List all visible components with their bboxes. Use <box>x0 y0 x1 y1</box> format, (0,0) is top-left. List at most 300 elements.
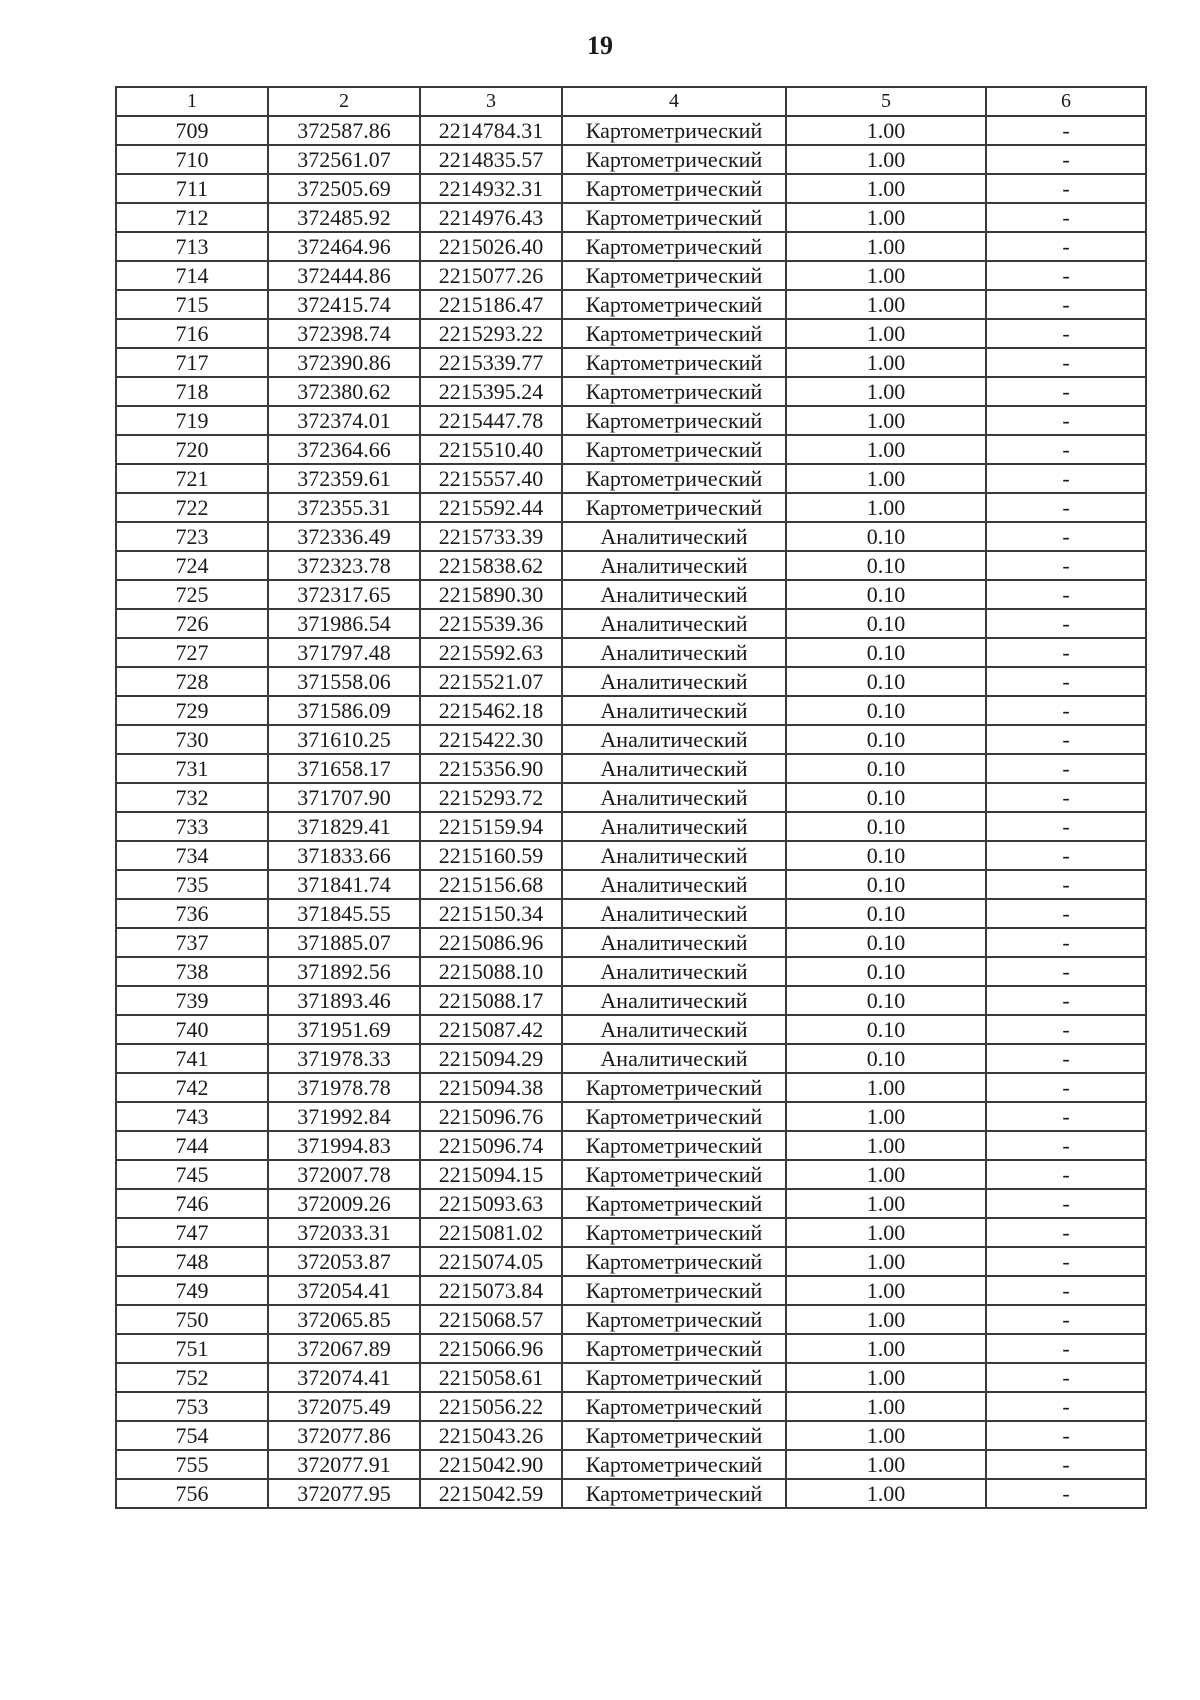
table-row <box>116 1131 1146 1160</box>
method-cell: Картометрический <box>562 377 786 406</box>
note-cell: - <box>986 116 1146 145</box>
accuracy-cell: 1.00 <box>786 435 986 464</box>
point-number-cell: 749 <box>116 1276 268 1305</box>
method-cell: Аналитический <box>562 986 786 1015</box>
table-row <box>116 1102 1146 1131</box>
accuracy-cell: 0.10 <box>786 986 986 1015</box>
y-coordinate-cell: 2215156.68 <box>420 870 562 899</box>
method-cell: Картометрический <box>562 319 786 348</box>
y-coordinate-cell: 2215521.07 <box>420 667 562 696</box>
accuracy-cell: 1.00 <box>786 1363 986 1392</box>
column-header-4: 4 <box>562 87 786 116</box>
point-number-cell: 719 <box>116 406 268 435</box>
column-header-6: 6 <box>986 87 1146 116</box>
accuracy-cell: 1.00 <box>786 1218 986 1247</box>
point-number-cell: 724 <box>116 551 268 580</box>
x-coordinate-cell: 372587.86 <box>268 116 420 145</box>
x-coordinate-cell: 372075.49 <box>268 1392 420 1421</box>
y-coordinate-cell: 2215356.90 <box>420 754 562 783</box>
table-row <box>116 261 1146 290</box>
table-row <box>116 1276 1146 1305</box>
note-cell: - <box>986 348 1146 377</box>
accuracy-cell: 0.10 <box>786 899 986 928</box>
table-row <box>116 203 1146 232</box>
point-number-cell: 726 <box>116 609 268 638</box>
x-coordinate-cell: 371845.55 <box>268 899 420 928</box>
point-number-cell: 715 <box>116 290 268 319</box>
y-coordinate-cell: 2215086.96 <box>420 928 562 957</box>
y-coordinate-cell: 2215733.39 <box>420 522 562 551</box>
method-cell: Аналитический <box>562 580 786 609</box>
point-number-cell: 713 <box>116 232 268 261</box>
note-cell: - <box>986 899 1146 928</box>
note-cell: - <box>986 580 1146 609</box>
method-cell: Картометрический <box>562 464 786 493</box>
y-coordinate-cell: 2215890.30 <box>420 580 562 609</box>
point-number-cell: 756 <box>116 1479 268 1508</box>
method-cell: Аналитический <box>562 899 786 928</box>
x-coordinate-cell: 372054.41 <box>268 1276 420 1305</box>
table-row <box>116 290 1146 319</box>
method-cell: Картометрический <box>562 1450 786 1479</box>
y-coordinate-cell: 2215043.26 <box>420 1421 562 1450</box>
table-row <box>116 1015 1146 1044</box>
method-cell: Картометрический <box>562 1363 786 1392</box>
y-coordinate-cell: 2214784.31 <box>420 116 562 145</box>
accuracy-cell: 0.10 <box>786 696 986 725</box>
method-cell: Картометрический <box>562 406 786 435</box>
note-cell: - <box>986 1102 1146 1131</box>
y-coordinate-cell: 2215026.40 <box>420 232 562 261</box>
y-coordinate-cell: 2215073.84 <box>420 1276 562 1305</box>
table-row <box>116 812 1146 841</box>
accuracy-cell: 1.00 <box>786 203 986 232</box>
accuracy-cell: 1.00 <box>786 1102 986 1131</box>
x-coordinate-cell: 371797.48 <box>268 638 420 667</box>
accuracy-cell: 0.10 <box>786 841 986 870</box>
y-coordinate-cell: 2215042.59 <box>420 1479 562 1508</box>
x-coordinate-cell: 372077.91 <box>268 1450 420 1479</box>
accuracy-cell: 1.00 <box>786 290 986 319</box>
note-cell: - <box>986 232 1146 261</box>
method-cell: Картометрический <box>562 435 786 464</box>
table-row <box>116 1073 1146 1102</box>
x-coordinate-cell: 371658.17 <box>268 754 420 783</box>
note-cell: - <box>986 1479 1146 1508</box>
point-number-cell: 754 <box>116 1421 268 1450</box>
method-cell: Картометрический <box>562 1131 786 1160</box>
method-cell: Аналитический <box>562 957 786 986</box>
method-cell: Аналитический <box>562 638 786 667</box>
note-cell: - <box>986 1305 1146 1334</box>
table-row <box>116 232 1146 261</box>
accuracy-cell: 1.00 <box>786 116 986 145</box>
note-cell: - <box>986 638 1146 667</box>
point-number-cell: 733 <box>116 812 268 841</box>
table-row <box>116 464 1146 493</box>
y-coordinate-cell: 2215293.22 <box>420 319 562 348</box>
point-number-cell: 716 <box>116 319 268 348</box>
x-coordinate-cell: 372485.92 <box>268 203 420 232</box>
table-header-row <box>116 87 1146 116</box>
method-cell: Картометрический <box>562 232 786 261</box>
y-coordinate-cell: 2214835.57 <box>420 145 562 174</box>
accuracy-cell: 0.10 <box>786 1015 986 1044</box>
accuracy-cell: 1.00 <box>786 464 986 493</box>
accuracy-cell: 1.00 <box>786 319 986 348</box>
table-row <box>116 493 1146 522</box>
y-coordinate-cell: 2215159.94 <box>420 812 562 841</box>
accuracy-cell: 1.00 <box>786 1479 986 1508</box>
method-cell: Картометрический <box>562 1276 786 1305</box>
note-cell: - <box>986 609 1146 638</box>
x-coordinate-cell: 372323.78 <box>268 551 420 580</box>
accuracy-cell: 1.00 <box>786 1247 986 1276</box>
point-number-cell: 741 <box>116 1044 268 1073</box>
method-cell: Аналитический <box>562 754 786 783</box>
x-coordinate-cell: 371992.84 <box>268 1102 420 1131</box>
y-coordinate-cell: 2214976.43 <box>420 203 562 232</box>
x-coordinate-cell: 372390.86 <box>268 348 420 377</box>
note-cell: - <box>986 1334 1146 1363</box>
point-number-cell: 755 <box>116 1450 268 1479</box>
note-cell: - <box>986 406 1146 435</box>
y-coordinate-cell: 2215592.63 <box>420 638 562 667</box>
accuracy-cell: 0.10 <box>786 870 986 899</box>
table-row <box>116 319 1146 348</box>
point-number-cell: 750 <box>116 1305 268 1334</box>
table-row <box>116 1421 1146 1450</box>
x-coordinate-cell: 372415.74 <box>268 290 420 319</box>
method-cell: Картометрический <box>562 1421 786 1450</box>
y-coordinate-cell: 2215186.47 <box>420 290 562 319</box>
accuracy-cell: 0.10 <box>786 725 986 754</box>
point-number-cell: 711 <box>116 174 268 203</box>
x-coordinate-cell: 371707.90 <box>268 783 420 812</box>
x-coordinate-cell: 371610.25 <box>268 725 420 754</box>
method-cell: Картометрический <box>562 203 786 232</box>
point-number-cell: 753 <box>116 1392 268 1421</box>
method-cell: Аналитический <box>562 696 786 725</box>
point-number-cell: 712 <box>116 203 268 232</box>
method-cell: Картометрический <box>562 1073 786 1102</box>
note-cell: - <box>986 1073 1146 1102</box>
table-row <box>116 783 1146 812</box>
table-row <box>116 928 1146 957</box>
accuracy-cell: 0.10 <box>786 551 986 580</box>
note-cell: - <box>986 1044 1146 1073</box>
x-coordinate-cell: 371994.83 <box>268 1131 420 1160</box>
accuracy-cell: 0.10 <box>786 754 986 783</box>
y-coordinate-cell: 2215068.57 <box>420 1305 562 1334</box>
accuracy-cell: 1.00 <box>786 1392 986 1421</box>
method-cell: Аналитический <box>562 609 786 638</box>
note-cell: - <box>986 928 1146 957</box>
table-row <box>116 1392 1146 1421</box>
page-number: 19 <box>587 31 613 60</box>
y-coordinate-cell: 2215056.22 <box>420 1392 562 1421</box>
y-coordinate-cell: 2215074.05 <box>420 1247 562 1276</box>
point-number-cell: 747 <box>116 1218 268 1247</box>
x-coordinate-cell: 372033.31 <box>268 1218 420 1247</box>
accuracy-cell: 0.10 <box>786 580 986 609</box>
accuracy-cell: 0.10 <box>786 667 986 696</box>
x-coordinate-cell: 372065.85 <box>268 1305 420 1334</box>
table-row <box>116 551 1146 580</box>
note-cell: - <box>986 1421 1146 1450</box>
note-cell: - <box>986 696 1146 725</box>
x-coordinate-cell: 372364.66 <box>268 435 420 464</box>
table-row <box>116 870 1146 899</box>
y-coordinate-cell: 2215160.59 <box>420 841 562 870</box>
point-number-cell: 732 <box>116 783 268 812</box>
x-coordinate-cell: 372317.65 <box>268 580 420 609</box>
note-cell: - <box>986 1131 1146 1160</box>
x-coordinate-cell: 372505.69 <box>268 174 420 203</box>
method-cell: Картометрический <box>562 116 786 145</box>
accuracy-cell: 1.00 <box>786 232 986 261</box>
x-coordinate-cell: 371829.41 <box>268 812 420 841</box>
accuracy-cell: 1.00 <box>786 174 986 203</box>
x-coordinate-cell: 372444.86 <box>268 261 420 290</box>
table-row <box>116 754 1146 783</box>
accuracy-cell: 1.00 <box>786 1073 986 1102</box>
note-cell: - <box>986 145 1146 174</box>
point-number-cell: 728 <box>116 667 268 696</box>
y-coordinate-cell: 2215094.29 <box>420 1044 562 1073</box>
accuracy-cell: 0.10 <box>786 522 986 551</box>
y-coordinate-cell: 2215042.90 <box>420 1450 562 1479</box>
x-coordinate-cell: 371978.78 <box>268 1073 420 1102</box>
method-cell: Аналитический <box>562 522 786 551</box>
point-number-cell: 714 <box>116 261 268 290</box>
y-coordinate-cell: 2215838.62 <box>420 551 562 580</box>
note-cell: - <box>986 986 1146 1015</box>
note-cell: - <box>986 1247 1146 1276</box>
method-cell: Аналитический <box>562 1044 786 1073</box>
table-row <box>116 696 1146 725</box>
y-coordinate-cell: 2215077.26 <box>420 261 562 290</box>
table-row <box>116 957 1146 986</box>
note-cell: - <box>986 435 1146 464</box>
point-number-cell: 751 <box>116 1334 268 1363</box>
x-coordinate-cell: 372561.07 <box>268 145 420 174</box>
accuracy-cell: 1.00 <box>786 1189 986 1218</box>
y-coordinate-cell: 2215293.72 <box>420 783 562 812</box>
table-row <box>116 1450 1146 1479</box>
method-cell: Картометрический <box>562 1189 786 1218</box>
method-cell: Аналитический <box>562 1015 786 1044</box>
method-cell: Аналитический <box>562 667 786 696</box>
table-row <box>116 1334 1146 1363</box>
x-coordinate-cell: 371586.09 <box>268 696 420 725</box>
table-row <box>116 638 1146 667</box>
y-coordinate-cell: 2214932.31 <box>420 174 562 203</box>
method-cell: Картометрический <box>562 1160 786 1189</box>
y-coordinate-cell: 2215339.77 <box>420 348 562 377</box>
accuracy-cell: 1.00 <box>786 145 986 174</box>
y-coordinate-cell: 2215557.40 <box>420 464 562 493</box>
point-number-cell: 720 <box>116 435 268 464</box>
note-cell: - <box>986 377 1146 406</box>
method-cell: Картометрический <box>562 1392 786 1421</box>
point-number-cell: 738 <box>116 957 268 986</box>
coordinates-table <box>115 86 1147 1509</box>
method-cell: Картометрический <box>562 1102 786 1131</box>
accuracy-cell: 1.00 <box>786 1334 986 1363</box>
point-number-cell: 722 <box>116 493 268 522</box>
table-row <box>116 580 1146 609</box>
y-coordinate-cell: 2215066.96 <box>420 1334 562 1363</box>
accuracy-cell: 0.10 <box>786 638 986 667</box>
table-row <box>116 435 1146 464</box>
point-number-cell: 736 <box>116 899 268 928</box>
table-row <box>116 406 1146 435</box>
x-coordinate-cell: 371978.33 <box>268 1044 420 1073</box>
x-coordinate-cell: 372077.95 <box>268 1479 420 1508</box>
method-cell: Аналитический <box>562 812 786 841</box>
y-coordinate-cell: 2215447.78 <box>420 406 562 435</box>
method-cell: Картометрический <box>562 1479 786 1508</box>
x-coordinate-cell: 371885.07 <box>268 928 420 957</box>
method-cell: Картометрический <box>562 290 786 319</box>
table-row <box>116 1189 1146 1218</box>
accuracy-cell: 0.10 <box>786 783 986 812</box>
method-cell: Картометрический <box>562 1334 786 1363</box>
point-number-cell: 746 <box>116 1189 268 1218</box>
x-coordinate-cell: 372464.96 <box>268 232 420 261</box>
y-coordinate-cell: 2215592.44 <box>420 493 562 522</box>
point-number-cell: 743 <box>116 1102 268 1131</box>
note-cell: - <box>986 1450 1146 1479</box>
x-coordinate-cell: 371558.06 <box>268 667 420 696</box>
note-cell: - <box>986 754 1146 783</box>
accuracy-cell: 1.00 <box>786 1160 986 1189</box>
accuracy-cell: 1.00 <box>786 493 986 522</box>
note-cell: - <box>986 783 1146 812</box>
accuracy-cell: 1.00 <box>786 261 986 290</box>
y-coordinate-cell: 2215539.36 <box>420 609 562 638</box>
accuracy-cell: 1.00 <box>786 348 986 377</box>
x-coordinate-cell: 372374.01 <box>268 406 420 435</box>
y-coordinate-cell: 2215093.63 <box>420 1189 562 1218</box>
method-cell: Картометрический <box>562 1218 786 1247</box>
point-number-cell: 740 <box>116 1015 268 1044</box>
y-coordinate-cell: 2215094.38 <box>420 1073 562 1102</box>
accuracy-cell: 1.00 <box>786 377 986 406</box>
note-cell: - <box>986 464 1146 493</box>
accuracy-cell: 0.10 <box>786 1044 986 1073</box>
method-cell: Аналитический <box>562 928 786 957</box>
point-number-cell: 710 <box>116 145 268 174</box>
point-number-cell: 735 <box>116 870 268 899</box>
point-number-cell: 734 <box>116 841 268 870</box>
method-cell: Картометрический <box>562 145 786 174</box>
point-number-cell: 731 <box>116 754 268 783</box>
table-row <box>116 1363 1146 1392</box>
table-row <box>116 522 1146 551</box>
accuracy-cell: 1.00 <box>786 1276 986 1305</box>
x-coordinate-cell: 372359.61 <box>268 464 420 493</box>
note-cell: - <box>986 1363 1146 1392</box>
column-header-1: 1 <box>116 87 268 116</box>
note-cell: - <box>986 1189 1146 1218</box>
method-cell: Аналитический <box>562 841 786 870</box>
column-header-2: 2 <box>268 87 420 116</box>
accuracy-cell: 0.10 <box>786 928 986 957</box>
x-coordinate-cell: 372074.41 <box>268 1363 420 1392</box>
note-cell: - <box>986 957 1146 986</box>
point-number-cell: 748 <box>116 1247 268 1276</box>
point-number-cell: 709 <box>116 116 268 145</box>
point-number-cell: 742 <box>116 1073 268 1102</box>
note-cell: - <box>986 261 1146 290</box>
y-coordinate-cell: 2215395.24 <box>420 377 562 406</box>
table-row <box>116 667 1146 696</box>
y-coordinate-cell: 2215058.61 <box>420 1363 562 1392</box>
note-cell: - <box>986 1015 1146 1044</box>
method-cell: Картометрический <box>562 174 786 203</box>
point-number-cell: 752 <box>116 1363 268 1392</box>
method-cell: Аналитический <box>562 870 786 899</box>
accuracy-cell: 1.00 <box>786 1421 986 1450</box>
accuracy-cell: 1.00 <box>786 1450 986 1479</box>
x-coordinate-cell: 371841.74 <box>268 870 420 899</box>
y-coordinate-cell: 2215094.15 <box>420 1160 562 1189</box>
point-number-cell: 718 <box>116 377 268 406</box>
note-cell: - <box>986 725 1146 754</box>
method-cell: Картометрический <box>562 348 786 377</box>
table-row <box>116 174 1146 203</box>
x-coordinate-cell: 371951.69 <box>268 1015 420 1044</box>
y-coordinate-cell: 2215096.74 <box>420 1131 562 1160</box>
table-row <box>116 348 1146 377</box>
table-row <box>116 116 1146 145</box>
note-cell: - <box>986 174 1146 203</box>
y-coordinate-cell: 2215088.10 <box>420 957 562 986</box>
point-number-cell: 727 <box>116 638 268 667</box>
x-coordinate-cell: 372336.49 <box>268 522 420 551</box>
y-coordinate-cell: 2215087.42 <box>420 1015 562 1044</box>
note-cell: - <box>986 870 1146 899</box>
table-row <box>116 145 1146 174</box>
point-number-cell: 729 <box>116 696 268 725</box>
x-coordinate-cell: 372009.26 <box>268 1189 420 1218</box>
accuracy-cell: 0.10 <box>786 812 986 841</box>
x-coordinate-cell: 371892.56 <box>268 957 420 986</box>
point-number-cell: 725 <box>116 580 268 609</box>
method-cell: Картометрический <box>562 493 786 522</box>
table-row <box>116 841 1146 870</box>
x-coordinate-cell: 372007.78 <box>268 1160 420 1189</box>
method-cell: Аналитический <box>562 783 786 812</box>
method-cell: Картометрический <box>562 261 786 290</box>
column-header-5: 5 <box>786 87 986 116</box>
note-cell: - <box>986 812 1146 841</box>
point-number-cell: 739 <box>116 986 268 1015</box>
table-row <box>116 725 1146 754</box>
y-coordinate-cell: 2215088.17 <box>420 986 562 1015</box>
accuracy-cell: 0.10 <box>786 609 986 638</box>
x-coordinate-cell: 372067.89 <box>268 1334 420 1363</box>
x-coordinate-cell: 372355.31 <box>268 493 420 522</box>
note-cell: - <box>986 319 1146 348</box>
note-cell: - <box>986 1218 1146 1247</box>
method-cell: Аналитический <box>562 551 786 580</box>
y-coordinate-cell: 2215462.18 <box>420 696 562 725</box>
note-cell: - <box>986 1392 1146 1421</box>
method-cell: Аналитический <box>562 725 786 754</box>
